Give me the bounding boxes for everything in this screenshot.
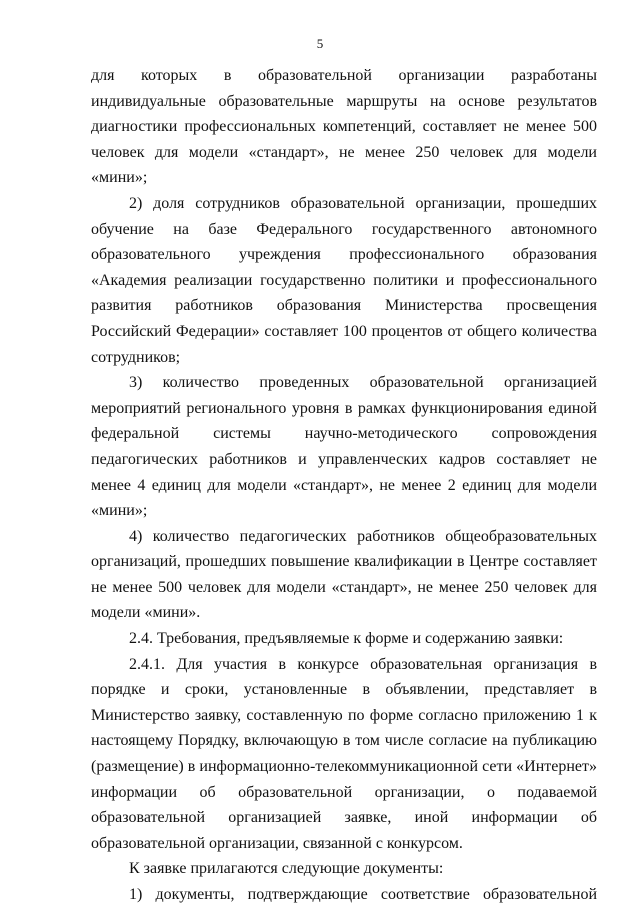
paragraph-item-3: 3) количество проведенных образовательной организацией мероприятий регионального уровня в рамках функционирования единой федеральной системы научно-методического сопровождения педагогических работников и управленческих кадров составляет не менее 4 единиц для модели «стандарт», не менее 2 единиц для модели «мини»; <box>91 374 597 520</box>
paragraph-item-4: 4) количество педагогических работников общеобразовательных организаций, прошедших повышение квалификации в Центре составляет не менее 500 человек для модели «стандарт», не менее 250 человек для модели «мини». <box>91 527 597 622</box>
section-heading-2-4: 2.4. Требования, предъявляемые к форме и содержанию заявки: <box>129 630 564 648</box>
paragraph-attachments-intro: К заявке прилагаются следующие документы: <box>129 860 444 878</box>
paragraph-document-item-1: 1) документы, подтверждающие соответствие образовательной <box>129 886 597 903</box>
paragraph-continuation: для которых в образовательной организации разработаны индивидуальные образовательные маршруты на основе результатов диагностики профессиональных компетенций, составляет не менее 500 человек для модели «стандарт», не менее 250 человек для модели «мини»; <box>91 67 597 187</box>
page-number: 5 <box>316 36 324 51</box>
paragraph-item-2: 2) доля сотрудников образовательной организации, прошедших обучение на базе Федерального государственного автономного образовательного учреждения профессионального образования «Академия реализации государственно политики и профессионального развития работников образования Министерства просвещения Российский Федерации» составляет 100 процентов от общего количества сотрудников; <box>91 194 597 366</box>
page-body <box>91 63 597 908</box>
paragraph-2-4-1: 2.4.1. Для участия в конкурсе образовательная организация в порядке и сроки, установленные в объявлении, представляет в Министерство заявку, составленную по форме согласно приложению 1 к настоящему Порядку, включающую в том числе согласие на публикацию (размещение) в информационно-телекоммуникационной сети «Интернет» информации об образовательной организации, о подаваемой образовательной организацией заявке, иной информации об образовательной организации, связанной с конкурсом. <box>91 655 597 852</box>
